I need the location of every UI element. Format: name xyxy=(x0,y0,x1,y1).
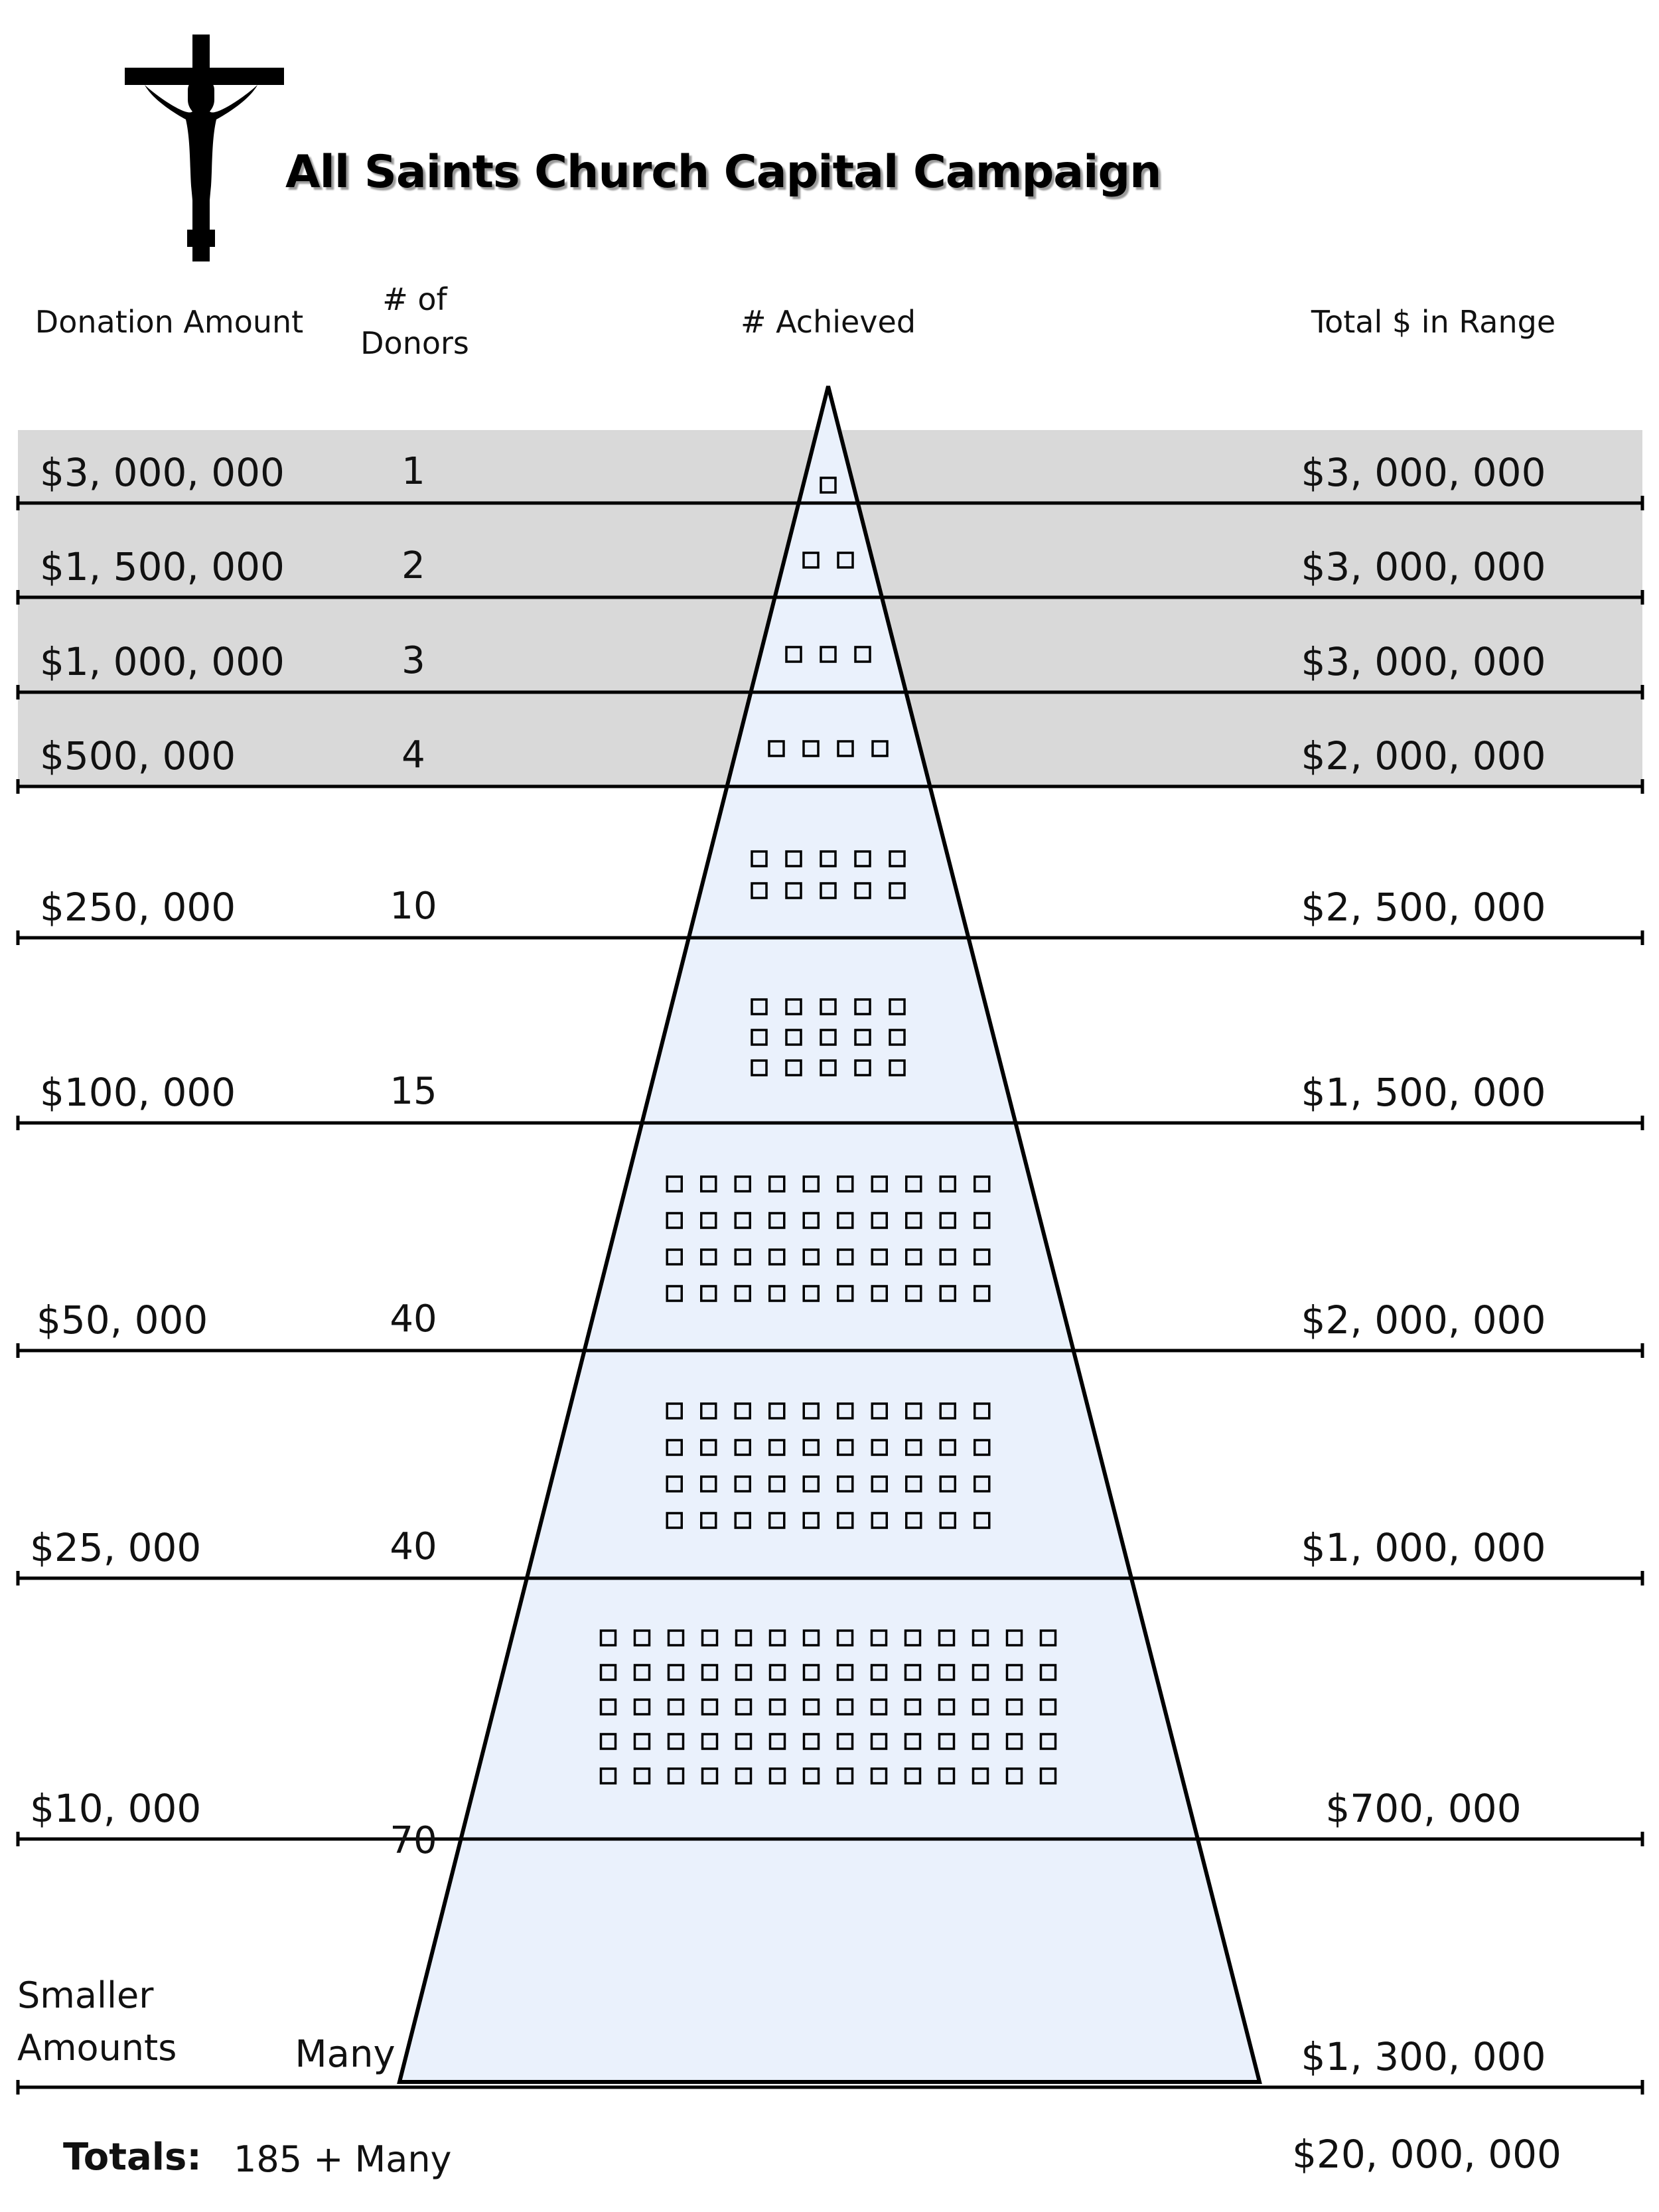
donation-amount-label: $25, 000 xyxy=(30,1525,202,1570)
donor-count-label: 40 xyxy=(390,1525,437,1568)
total-in-range-label: $3, 000, 000 xyxy=(1301,544,1546,589)
total-in-range-label: $3, 000, 000 xyxy=(1301,450,1546,495)
header-donation-amount: Donation Amount xyxy=(35,304,304,340)
donation-amount-label: Amounts xyxy=(17,2027,177,2069)
header-num-donors-line1: # of xyxy=(382,281,447,317)
donation-amount-label: $3, 000, 000 xyxy=(40,450,285,495)
total-in-range-label: $700, 000 xyxy=(1325,1786,1522,1831)
donation-amount-label: $50, 000 xyxy=(36,1297,208,1343)
crucifix-icon xyxy=(125,35,284,261)
header-num-donors-line2: Donors xyxy=(360,325,469,361)
donation-amount-label: $10, 000 xyxy=(30,1786,202,1831)
total-in-range-label: $1, 500, 000 xyxy=(1301,1070,1546,1115)
header-total-in-range: Total $ in Range xyxy=(1311,304,1556,340)
donor-count-label: 2 xyxy=(401,544,425,587)
donor-count-label: 3 xyxy=(401,639,425,682)
total-in-range-label: $1, 000, 000 xyxy=(1301,1525,1546,1570)
donor-count-label: 4 xyxy=(401,733,425,776)
donor-count-label: 1 xyxy=(401,450,425,493)
page-title: All Saints Church Capital Campaign xyxy=(285,146,1161,198)
total-in-range-label: $2, 000, 000 xyxy=(1301,1297,1546,1343)
header-num-donors xyxy=(338,277,491,365)
total-in-range-label: $1, 300, 000 xyxy=(1301,2034,1546,2079)
donation-amount-label: $100, 000 xyxy=(40,1070,236,1115)
total-in-range-label: $3, 000, 000 xyxy=(1301,639,1546,684)
donation-amount-label: $250, 000 xyxy=(40,885,236,930)
donation-amount-label: Smaller xyxy=(17,1974,154,2016)
totals-donors: 185 + Many xyxy=(234,2138,452,2180)
donor-count-label: 15 xyxy=(390,1070,437,1113)
donor-count-label: Many xyxy=(295,2033,396,2076)
totals-amount: $20, 000, 000 xyxy=(1292,2132,1561,2177)
donation-amount-label: $1, 000, 000 xyxy=(40,639,285,684)
totals-label: Totals: xyxy=(63,2136,202,2179)
total-in-range-label: $2, 500, 000 xyxy=(1301,885,1546,930)
donor-count-label: 40 xyxy=(390,1297,437,1341)
donation-amount-label: $500, 000 xyxy=(40,733,236,778)
donor-count-label: 70 xyxy=(390,1819,437,1862)
total-in-range-label: $2, 000, 000 xyxy=(1301,733,1546,778)
donor-count-label: 10 xyxy=(390,885,437,928)
donation-amount-label: $1, 500, 000 xyxy=(40,544,285,589)
header-achieved: # Achieved xyxy=(740,304,916,340)
